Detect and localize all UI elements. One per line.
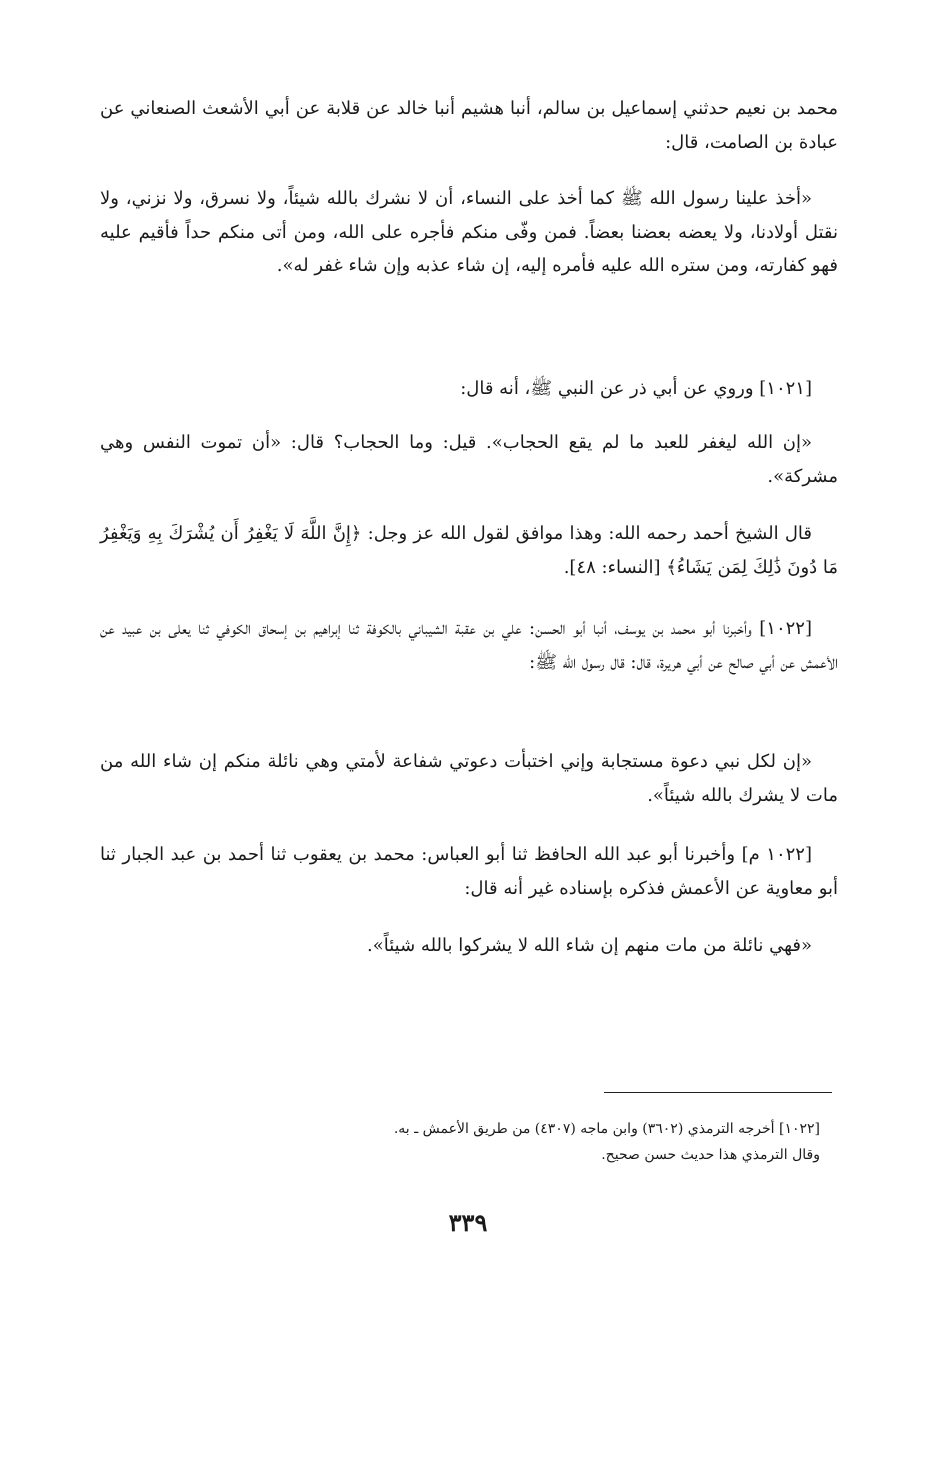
paragraph-hadith-1022m-matn bbox=[100, 929, 838, 963]
paragraph-text: «إن الله ليغفر للعبد ما لم يقع الحجاب». قيل: وما الحجاب؟ قال: «أن تموت النفس وهي مشركة». bbox=[100, 432, 838, 487]
paragraph-hadith-1022m-isnad bbox=[100, 838, 838, 905]
paragraph-text: [١٠٢٢] وأخبرنا أبو محمد بن يوسف، أنبا أبو الحسن: علي بن عقبة الشيباني بالكوفة ثنا إبراهيم بن إسحاق الكوفي ثنا يعلى بن عبيد عن الأعمش عن أبي صالح عن أبي هريرة، قال: قال رسول الله ﷺ: bbox=[100, 618, 838, 673]
paragraph-text: قال الشيخ أحمد رحمه الله: وهذا موافق لقول الله عز وجل: ﴿إِنَّ اللَّهَ لَا يَغْفِرُ أَن يُشْرَكَ بِهِ وَيَغْفِرُ مَا دُونَ ذَٰلِكَ لِمَن يَشَاءُ﴾ [النساء: ٤٨]. bbox=[100, 523, 838, 578]
paragraph-hadith-bayah bbox=[100, 182, 838, 283]
footnote bbox=[100, 1116, 820, 1168]
paragraph-hadith-1021-matn bbox=[100, 426, 838, 493]
footnote-line: وقال الترمذي هذا حديث حسن صحيح. bbox=[601, 1147, 820, 1163]
footnote-separator bbox=[604, 1092, 832, 1093]
paragraph-text: [١٠٢١] وروي عن أبي ذر عن النبي ﷺ، أنه قال: bbox=[460, 378, 812, 399]
paragraph-hadith-1021-isnad bbox=[100, 372, 838, 406]
page-number: ٣٣٩ bbox=[448, 1208, 488, 1237]
paragraph-text: «إن لكل نبي دعوة مستجابة وإني اختبأت دعوتي شفاعة لأمتي وهي نائلة منكم إن شاء الله من مات لا يشرك بالله شيئاً». bbox=[100, 751, 838, 806]
paragraph-text: «فهي نائلة من مات منهم إن شاء الله لا يشركوا بالله شيئاً». bbox=[367, 935, 812, 956]
paragraph-hadith-1022-matn bbox=[100, 745, 838, 812]
paragraph-isnad-intro: محمد بن نعيم حدثني إسماعيل بن سالم، أنبا هشيم أنبا خالد عن قلابة عن أبي الأشعث الصنعاني عن عبادة بن الصامت، قال: bbox=[100, 98, 838, 153]
paragraph-text: [١٠٢٢ م] وأخبرنا أبو عبد الله الحافظ ثنا أبو العباس: محمد بن يعقوب ثنا أحمد بن عبد الجبار ثنا أبو معاوية عن الأعمش فذكره بإسناده غير أنه قال: bbox=[100, 844, 838, 899]
paragraph-hadith-1022-isnad bbox=[100, 612, 838, 679]
paragraph-text: «أخذ علينا رسول الله ﷺ كما أخذ على النساء، أن لا نشرك بالله شيئاً، ولا نسرق، ولا نزني، ولا نقتل أولادنا، ولا يعضه بعضنا بعضاً. فمن وفّى منكم فأجره على الله، ومن أتى منكم حداً فأقيم عليه فهو كفارته، ومن ستره الله عليه فأمره إليه، إن شاء عذبه وإن شاء غفر له». bbox=[100, 188, 838, 276]
paragraph-sheikh-comment bbox=[100, 517, 838, 584]
footnote-line: [١٠٢٢] أخرجه الترمذي (٣٦٠٢) وابن ماجه (٤٣٠٧) من طريق الأعمش ـ به. bbox=[393, 1121, 820, 1137]
